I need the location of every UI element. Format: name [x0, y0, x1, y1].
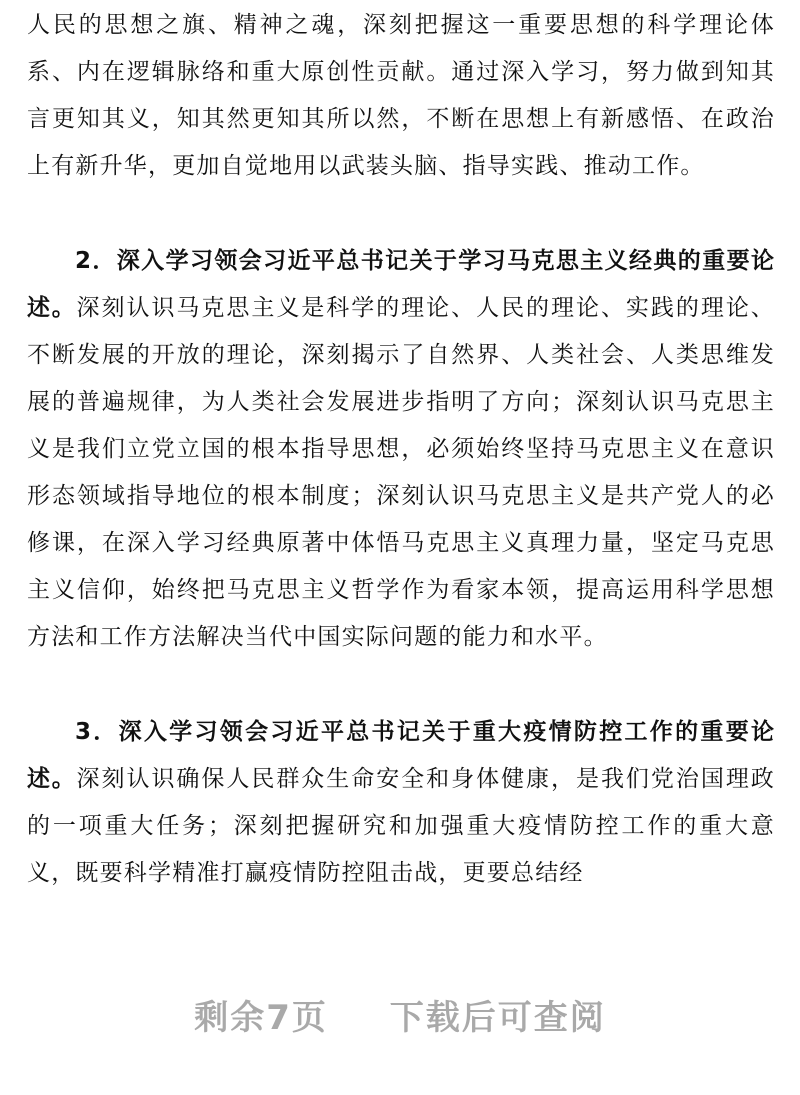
item-2-body: 深刻认识马克思主义是科学的理论、人民的理论、实践的理论、不断发展的开放的理论，深刻揭示了自然界、人类社会、人类思维发展的普遍规律，为人类社会发展进步指明了方向；深刻认识马克思主义是我们立党立国的根本指导思想，必须始终坚持马克思主义在意识形态领域指导地位的根本制度；深刻认识马克思主义是共产党人的必修课，在深入学习经典原著中体悟马克思主义真理力量，坚定马克思主义信仰，始终把马克思主义哲学作为看家本领，提高运用科学思想方法和工作方法解决当代中国实际问题的能力和水平。	[27, 295, 775, 650]
item-2-heading: 2．深入学习领会习近平总书记关于学习马克思主义经典的重要论述。	[27, 248, 775, 321]
remaining-pages-text: 剩余7页	[194, 998, 328, 1038]
paragraph-item-3	[27, 709, 775, 897]
item-3-heading: 3．深入学习领会习近平总书记关于重大疫情防控工作的重要论述。	[27, 719, 775, 792]
item-3-body: 深刻认识确保人民群众生命安全和身体健康，是我们党治国理政的一项重大任务；深刻把握研究和加强重大疫情防控工作的重大意义，既要科学精准打赢疫情防控阻击战，更要总结经	[27, 766, 775, 886]
paragraph-continuation: 人民的思想之旗、精神之魂，深刻把握这一重要思想的科学理论体系、内在逻辑脉络和重大原创性贡献。通过深入学习，努力做到知其言更知其义，知其然更知其所以然，不断在思想上有新感悟、在政治上有新升华，更加自觉地用以武装头脑、指导实践、推动工作。	[27, 12, 775, 179]
paragraph-item-2	[27, 238, 775, 661]
download-hint-text: 下载后可查阅	[389, 998, 606, 1038]
preview-limit-notice	[0, 990, 800, 1039]
